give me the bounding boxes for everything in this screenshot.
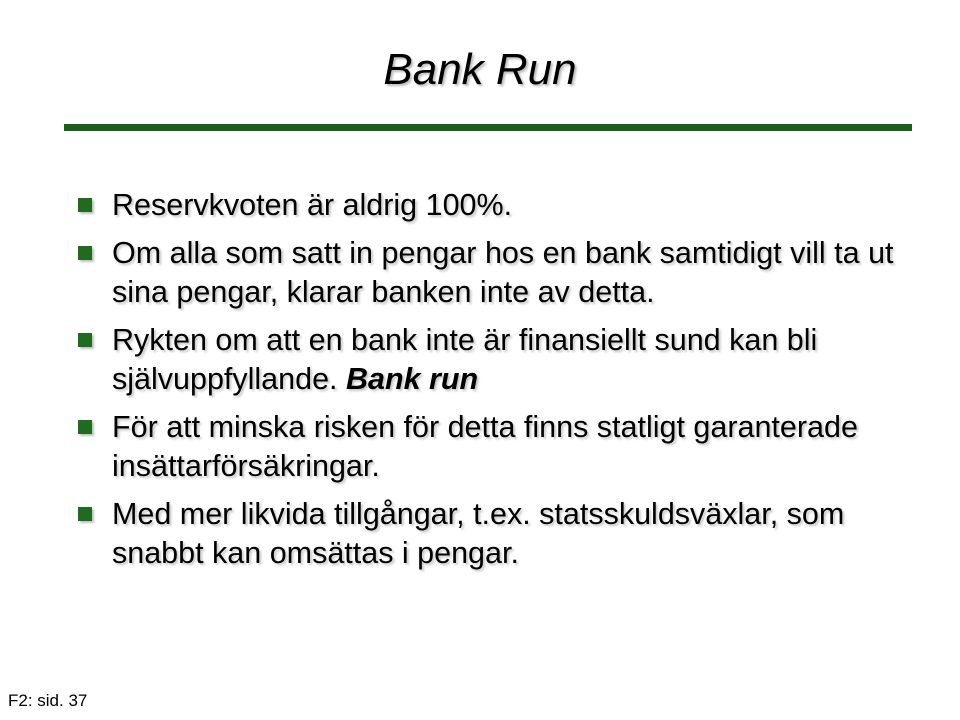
bullet-text: Om alla som satt in pengar hos en bank samtidigt vill ta ut sina pengar, klarar banken inte av detta. [112, 236, 894, 309]
square-bullet-icon [78, 507, 92, 521]
bullet-item-4 [76, 408, 896, 486]
bullet-text: Reservkvoten är aldrig 100%. [112, 188, 513, 222]
square-bullet-icon [78, 246, 92, 260]
title-divider [64, 124, 912, 131]
bullet-item-2 [76, 234, 896, 312]
square-bullet-icon [78, 333, 92, 347]
bullet-item-5 [76, 495, 896, 573]
bullet-emphasis: Bank run [345, 362, 479, 396]
bullet-item-1 [76, 186, 896, 225]
square-bullet-icon [78, 198, 92, 212]
bullet-text: För att minska risken för detta finns statligt garanterade insättarförsäkringar. [112, 410, 858, 483]
slide-title: Bank Run [383, 45, 577, 94]
bullet-item-3 [76, 321, 896, 399]
slide-footer: F2: sid. 37 [8, 691, 88, 710]
bullet-text: Rykten om att en bank inte är finansiellt sund kan bli självuppfyllande. [112, 323, 818, 396]
bullet-list [76, 186, 896, 582]
square-bullet-icon [78, 420, 92, 434]
bullet-text: Med mer likvida tillgångar, t.ex. statsskuldsväxlar, som snabbt kan omsättas i pengar. [112, 497, 845, 570]
